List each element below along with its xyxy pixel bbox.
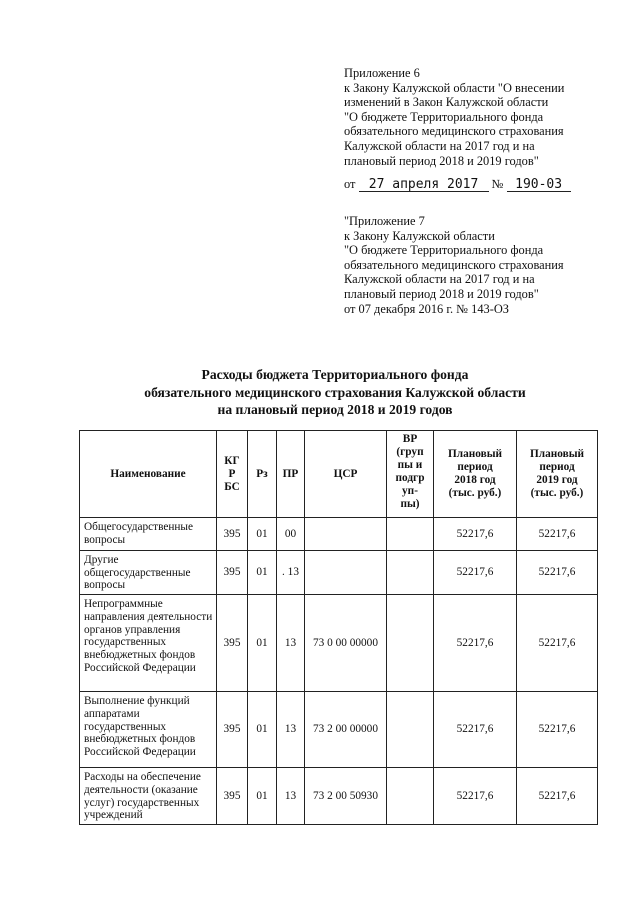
row-csr-cell: 73 0 00 00000	[305, 595, 387, 692]
row-name-cell: Расходы на обеспечение деятельности (оказание услуг) государственных учреждений	[80, 768, 217, 825]
row-pr-cell: . 13	[277, 551, 305, 595]
appendix-7-line: плановый период 2018 и 2019 годов"	[344, 286, 539, 301]
appendix-7-block	[344, 214, 604, 316]
table-row	[80, 518, 598, 551]
row-csr-cell	[305, 551, 387, 595]
row-kgrbs-cell: 395	[217, 768, 248, 825]
header-kgrbs: КГ Р БС	[217, 431, 248, 518]
row-2019-value: 52217,6	[517, 518, 598, 551]
title-line: Расходы бюджета Территориального фонда	[201, 367, 469, 382]
appendix-6-line: изменений в Закон Калужской области	[344, 95, 549, 110]
row-2019-value: 52217,6	[517, 595, 598, 692]
row-kgrbs-cell: 395	[217, 518, 248, 551]
table-row	[80, 768, 598, 825]
table-row	[80, 551, 598, 595]
appendix-7-line: к Закону Калужской области	[344, 228, 495, 243]
row-pr-cell: 00	[277, 518, 305, 551]
row-2018-value: 52217,6	[434, 595, 517, 692]
row-vr-cell	[387, 692, 434, 768]
row-vr-cell	[387, 518, 434, 551]
row-pr-cell: 13	[277, 768, 305, 825]
row-pr-cell: 13	[277, 595, 305, 692]
row-rz-cell: 01	[248, 692, 277, 768]
row-pr-cell: 13	[277, 692, 305, 768]
row-vr-cell	[387, 595, 434, 692]
row-csr-cell	[305, 518, 387, 551]
appendix-7-line: "О бюджете Территориального фонда	[344, 243, 544, 258]
row-2018-value: 52217,6	[434, 518, 517, 551]
header-csr: ЦСР	[305, 431, 387, 518]
row-2018-value: 52217,6	[434, 692, 517, 768]
title-line: на плановый период 2018 и 2019 годов	[217, 402, 453, 417]
row-rz-cell: 01	[248, 551, 277, 595]
row-name-cell: Другие общегосударственные вопросы	[80, 551, 217, 595]
row-2018-value: 52217,6	[434, 551, 517, 595]
number-label: №	[491, 177, 504, 191]
row-name-cell: Общегосударственные вопросы	[80, 518, 217, 551]
header-2019: Плановый период 2019 год (тыс. руб.)	[517, 431, 598, 518]
row-vr-cell	[387, 551, 434, 595]
table-header-row	[80, 431, 598, 518]
row-kgrbs-cell: 395	[217, 551, 248, 595]
table-row	[80, 692, 598, 768]
row-2018-value: 52217,6	[434, 768, 517, 825]
row-2019-value: 52217,6	[517, 768, 598, 825]
row-name-cell: Непрограммные направления деятельности органов управления государственных внебюджетных фондов Российской Федерации	[80, 595, 217, 692]
row-2019-value: 52217,6	[517, 692, 598, 768]
page-title	[100, 366, 570, 419]
law-date: 27 апреля 2017	[359, 178, 489, 192]
appendix-7-line: обязательного медицинского страхования	[344, 257, 564, 272]
header-rz: Рз	[248, 431, 277, 518]
appendix-7-line: Калужской области на 2017 год и на	[344, 272, 535, 287]
appendix-7-line: "Приложение 7	[344, 214, 425, 228]
row-2019-value: 52217,6	[517, 551, 598, 595]
appendix-6-line: обязательного медицинского страхования	[344, 124, 564, 139]
appendix-6-line: Калужской области на 2017 год и на	[344, 138, 535, 153]
row-name-cell: Выполнение функций аппаратами государственных внебюджетных фондов Российской Федерации	[80, 692, 217, 768]
row-rz-cell: 01	[248, 518, 277, 551]
row-csr-cell: 73 2 00 50930	[305, 768, 387, 825]
from-label: от	[344, 177, 356, 191]
header-name: Наименование	[80, 431, 217, 518]
appendix-6-line: плановый период 2018 и 2019 годов"	[344, 153, 539, 168]
table-row	[80, 595, 598, 692]
budget-table	[79, 430, 598, 825]
title-line: обязательного медицинского страхования Калужской области	[144, 384, 526, 400]
appendix-6-line: Приложение 6	[344, 66, 420, 80]
row-kgrbs-cell: 395	[217, 692, 248, 768]
law-number: 190-03	[507, 178, 571, 192]
row-kgrbs-cell: 395	[217, 595, 248, 692]
row-vr-cell	[387, 768, 434, 825]
appendix-6-line: "О бюджете Территориального фонда	[344, 109, 544, 124]
appendix-7-line: от 07 декабря 2016 г. № 143-ОЗ	[344, 301, 510, 316]
header-vr: ВР (груп пы и подгр уп- пы)	[387, 431, 434, 518]
appendix-6-block	[344, 66, 604, 168]
law-date-number	[344, 177, 571, 192]
header-pr: ПР	[277, 431, 305, 518]
header-2018: Плановый период 2018 год (тыс. руб.)	[434, 431, 517, 518]
appendix-6-line: к Закону Калужской области "О внесении	[344, 80, 565, 95]
row-csr-cell: 73 2 00 00000	[305, 692, 387, 768]
row-rz-cell: 01	[248, 768, 277, 825]
row-rz-cell: 01	[248, 595, 277, 692]
